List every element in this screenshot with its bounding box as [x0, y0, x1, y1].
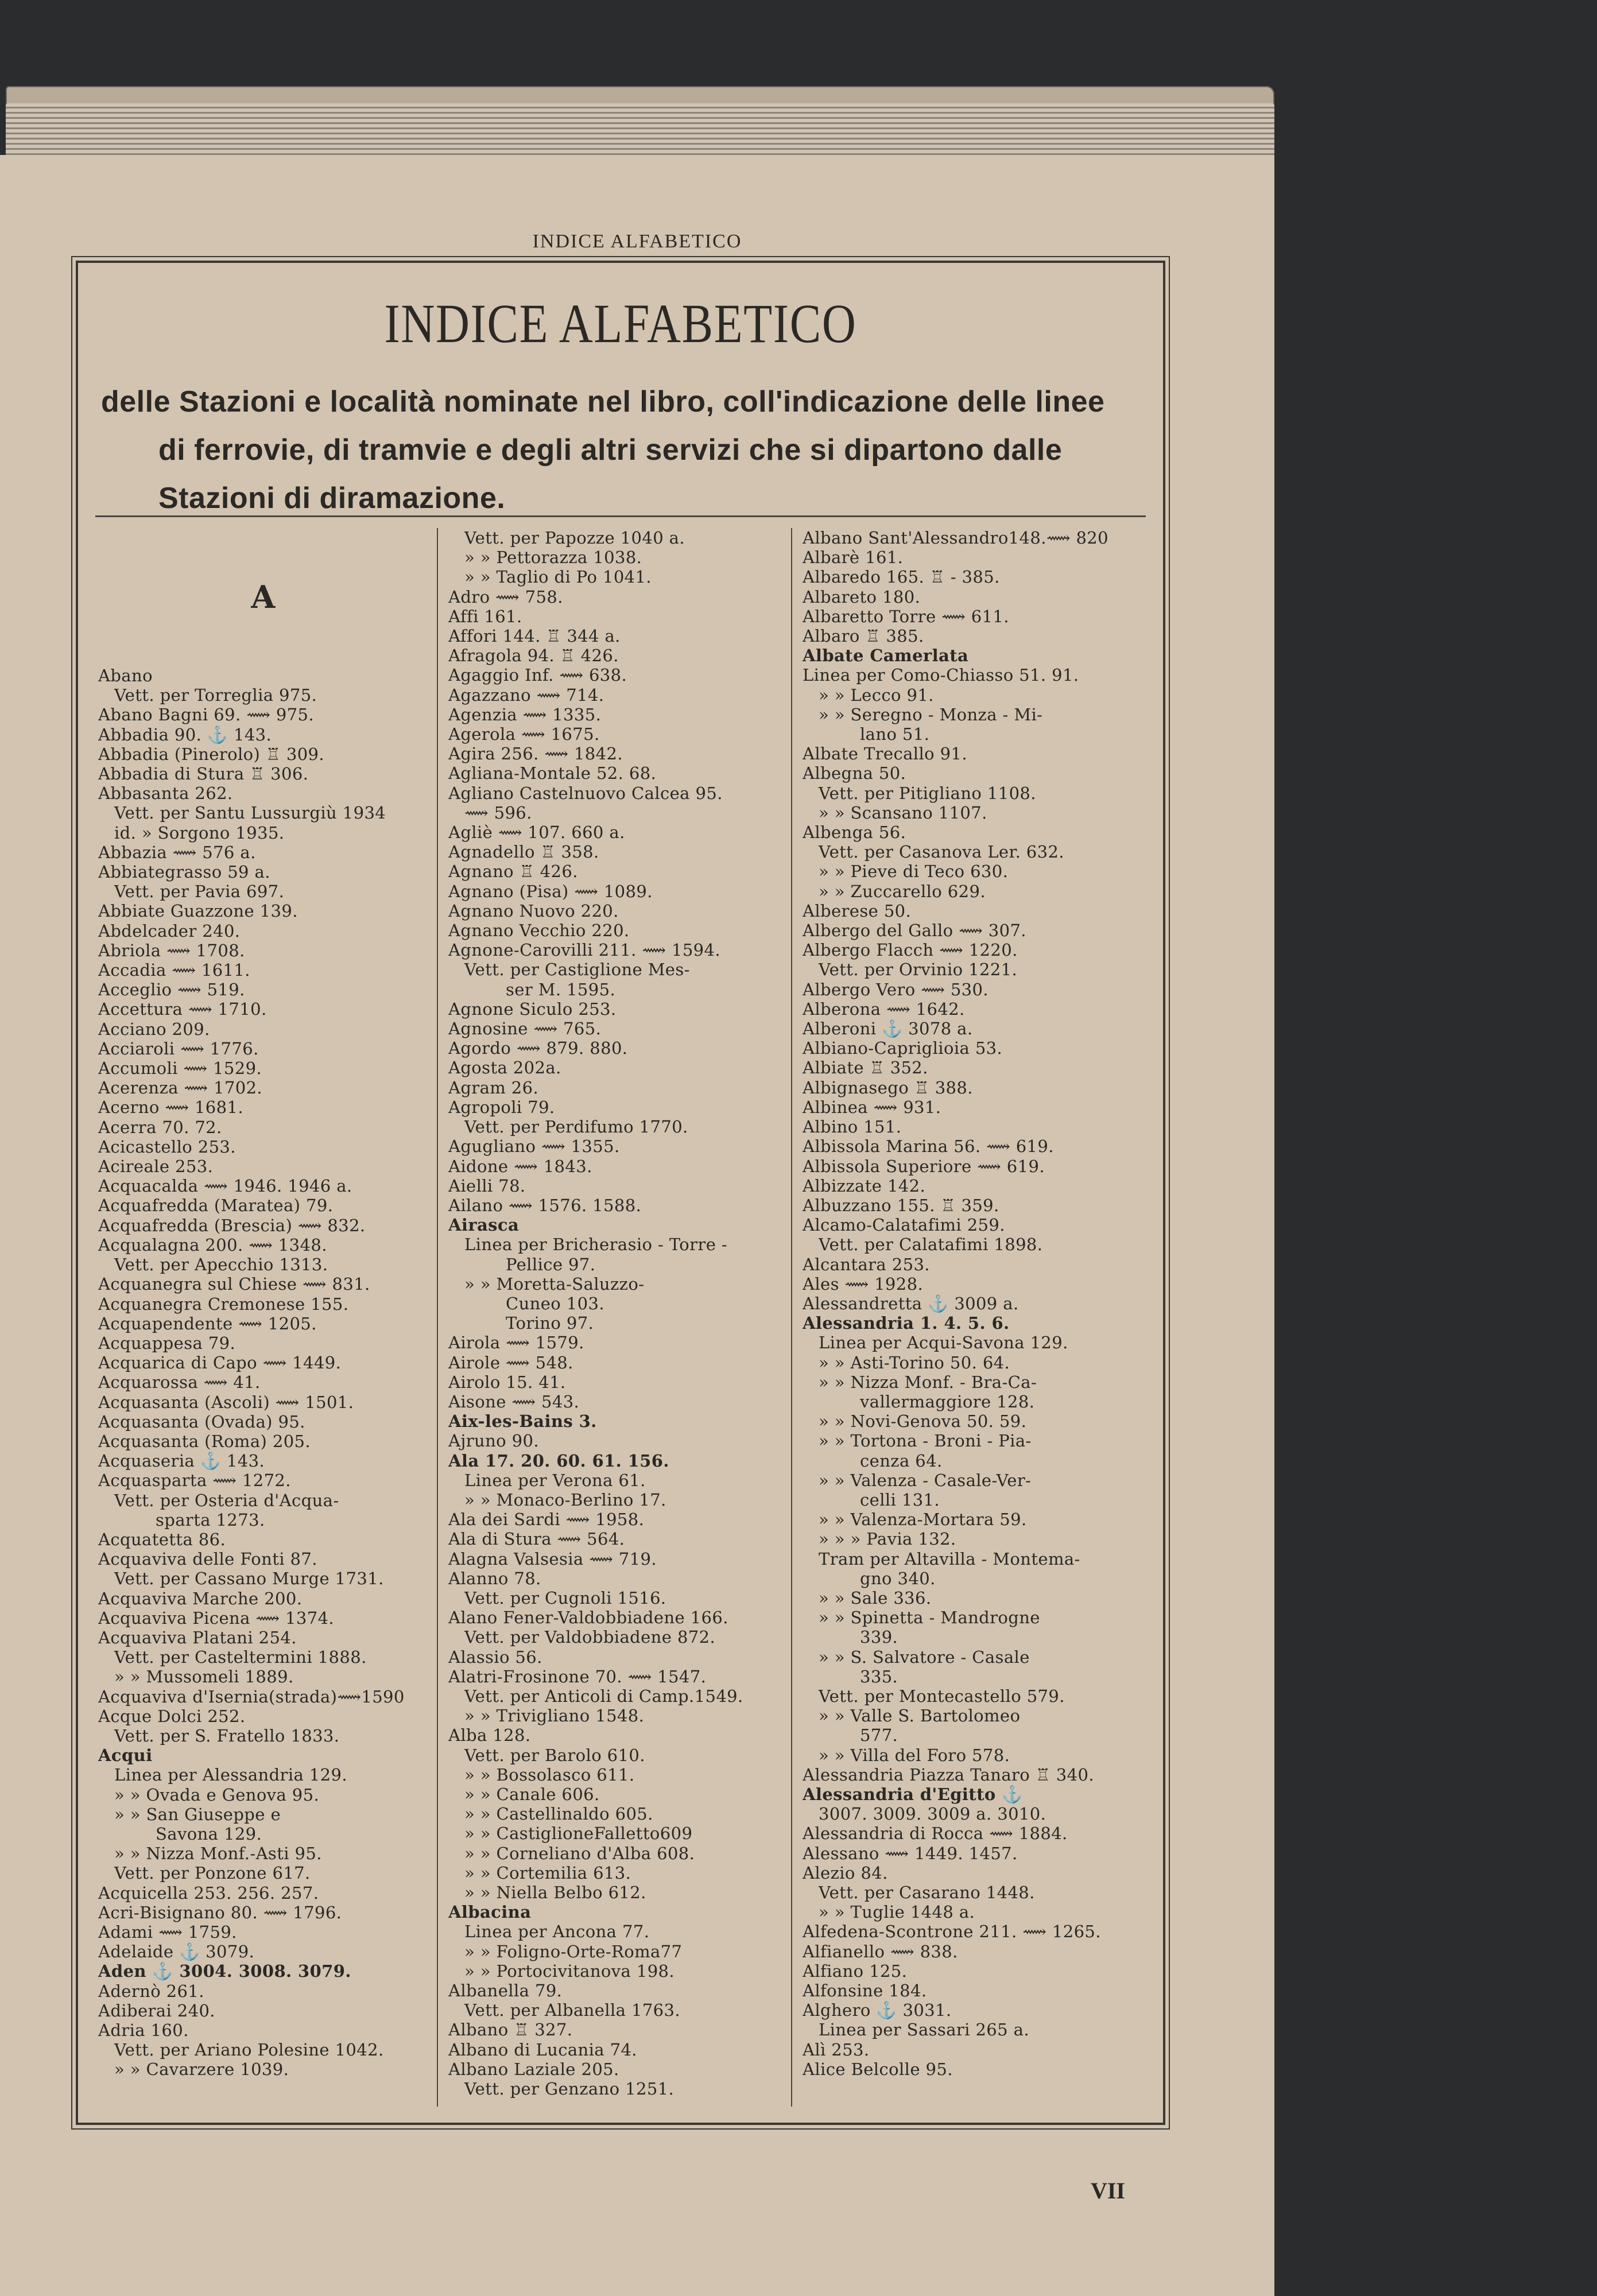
index-entry: Acquaseria ⚓ 143. — [98, 1451, 265, 1471]
index-entry: Affi 161. — [448, 606, 522, 626]
index-entry: Abbadia di Stura ♖ 306. — [98, 764, 309, 784]
index-entry: Agazzano ⟿ 714. — [448, 685, 604, 705]
index-entry: » » Corneliano d'Alba 608. — [464, 1843, 695, 1863]
index-entry: » » Spinetta - Mandrogne — [819, 1608, 1040, 1628]
index-entry: Albergo Flacch ⟿ 1220. — [803, 940, 1018, 960]
index-entry: » » » Pavia 132. — [819, 1529, 956, 1549]
header-rule — [95, 515, 1146, 517]
index-entry: Alfedena-Scontrone 211. ⟿ 1265. — [803, 1922, 1101, 1942]
index-column-1 — [98, 528, 428, 2109]
index-entry: Vett. per Barolo 610. — [464, 1745, 645, 1765]
index-entry: Aielli 78. — [448, 1176, 526, 1196]
index-entry: » » Nizza Monf.-Asti 95. — [114, 1844, 322, 1864]
index-entry: Vett. per Casteltermini 1888. — [114, 1647, 367, 1667]
index-entry: Acciano 209. — [98, 1019, 210, 1039]
column-1-entries — [98, 666, 428, 2080]
index-entry: » » Moretta-Saluzzo- — [464, 1274, 645, 1294]
index-entry: Albacina — [448, 1902, 532, 1922]
index-entry: Alberona ⟿ 1642. — [803, 999, 965, 1019]
index-entry: » » CastiglioneFalletto609 — [464, 1824, 693, 1844]
index-column-2 — [448, 528, 778, 2109]
index-entry: Abbazia ⟿ 576 a. — [98, 842, 256, 862]
index-entry: Adami ⟿ 1759. — [98, 1922, 237, 1942]
index-entry: Ajruno 90. — [448, 1431, 539, 1451]
index-entry: Acquafredda (Brescia) ⟿ 832. — [98, 1215, 366, 1235]
index-entry: Acquacalda ⟿ 1946. 1946 a. — [98, 1176, 352, 1196]
index-entry: Acquatetta 86. — [98, 1529, 226, 1549]
index-entry: Acerno ⟿ 1681. — [98, 1097, 243, 1118]
index-entry: Airole ⟿ 548. — [448, 1352, 573, 1372]
index-entry: Acquarica di Capo ⟿ 1449. — [98, 1353, 342, 1373]
index-entry: Alessano ⟿ 1449. 1457. — [803, 1843, 1018, 1863]
index-entry: Albegna 50. — [803, 763, 906, 784]
index-entry: Alberoni ⚓ 3078 a. — [803, 1019, 973, 1039]
index-entry: Adiberai 240. — [98, 2000, 215, 2020]
index-entry: id. » Sorgono 1935. — [114, 823, 285, 843]
index-entry: Aden ⚓ 3004. 3008. 3079. — [98, 1961, 351, 1981]
index-entry: Alano Fener-Valdobbiadene 166. — [448, 1608, 728, 1628]
index-entry: Abbadia 90. ⚓ 143. — [98, 724, 272, 744]
index-entry: Abbiategrasso 59 a. — [98, 862, 270, 882]
index-entry: Torino 97. — [506, 1313, 594, 1333]
index-entry: Acqualagna 200. ⟿ 1348. — [98, 1235, 327, 1255]
index-entry: Accettura ⟿ 1710. — [98, 999, 267, 1019]
page-title: INDICE ALFABETICO — [384, 293, 857, 354]
index-entry: Affori 144. ♖ 344 a. — [448, 626, 621, 646]
index-entry: Vett. per Perdifumo 1770. — [464, 1117, 688, 1137]
index-entry: 577. — [860, 1725, 898, 1746]
column-divider — [791, 528, 792, 2107]
index-entry: Albaredo 165. ♖ - 385. — [803, 567, 1000, 587]
index-entry: Linea per Como-Chiasso 51. 91. — [803, 665, 1079, 685]
index-entry: Acquasanta (Ascoli) ⟿ 1501. — [98, 1392, 354, 1412]
index-entry: » » Lecco 91. — [819, 685, 934, 705]
index-entry: » » Monaco-Berlino 17. — [464, 1490, 666, 1510]
index-entry: Agnone-Carovilli 211. ⟿ 1594. — [448, 940, 720, 960]
index-entry: Vett. per Albanella 1763. — [464, 2000, 680, 2020]
index-entry: Accadia ⟿ 1611. — [98, 960, 250, 980]
index-entry: Alcamo-Calatafimi 259. — [803, 1215, 1005, 1235]
index-entry: Vett. per Pitigliano 1108. — [819, 783, 1036, 803]
index-entry: Alcantara 253. — [803, 1254, 930, 1274]
index-entry: Agnano (Pisa) ⟿ 1089. — [448, 881, 653, 901]
index-frame — [76, 261, 1165, 2125]
index-entry: celli 131. — [860, 1490, 940, 1510]
index-entry: » » Castellinaldo 605. — [464, 1804, 653, 1824]
index-entry: 335. — [860, 1666, 898, 1686]
index-entry: Albano Laziale 205. — [448, 2059, 619, 2079]
index-entry: » » Niella Belbo 612. — [464, 1883, 646, 1903]
index-entry: Acicastello 253. — [98, 1137, 236, 1157]
index-entry: » » Trivigliano 1548. — [464, 1706, 645, 1726]
index-entry: Acquaviva delle Fonti 87. — [98, 1549, 317, 1569]
index-entry: Albissola Superiore ⟿ 619. — [803, 1156, 1045, 1176]
index-entry: Acerenza ⟿ 1702. — [98, 1078, 263, 1098]
index-entry: » » Sale 336. — [819, 1588, 932, 1608]
index-entry: Alessandria di Rocca ⟿ 1884. — [803, 1824, 1068, 1844]
index-entry: 339. — [860, 1627, 898, 1647]
index-entry: Abbiate Guazzone 139. — [98, 901, 298, 921]
index-entry: Alessandria Piazza Tanaro ♖ 340. — [803, 1764, 1094, 1785]
index-entry: Aix-les-Bains 3. — [448, 1411, 597, 1432]
index-entry: Afragola 94. ♖ 426. — [448, 646, 619, 666]
index-entry: Vett. per Cassano Murge 1731. — [114, 1569, 384, 1589]
index-entry: » » Cavarzere 1039. — [114, 2060, 289, 2080]
index-entry: ⟿ 596. — [464, 802, 532, 823]
index-entry: Savona 129. — [156, 1824, 262, 1844]
index-entry: Abano Bagni 69. ⟿ 975. — [98, 705, 314, 725]
index-entry: Acque Dolci 252. — [98, 1706, 246, 1726]
index-entry: Acireale 253. — [98, 1157, 214, 1177]
index-entry: Ala dei Sardi ⟿ 1958. — [448, 1510, 645, 1530]
index-entry: Vett. per Valdobbiadene 872. — [464, 1627, 716, 1647]
index-entry: » » Foligno-Orte-Roma77 — [464, 1941, 683, 1961]
index-entry: Alatri-Frosinone 70. ⟿ 1547. — [448, 1666, 707, 1686]
index-entry: Acceglio ⟿ 519. — [98, 980, 245, 1000]
index-entry: Ales ⟿ 1928. — [803, 1274, 924, 1294]
index-entry: Acquanegra Cremonese 155. — [98, 1294, 349, 1314]
index-entry: Acquaviva Marche 200. — [98, 1588, 303, 1608]
index-entry: » » Villa del Foro 578. — [819, 1745, 1010, 1765]
index-entry: Alanno 78. — [448, 1568, 541, 1588]
index-entry: Abriola ⟿ 1708. — [98, 940, 245, 960]
index-entry: Acquappesa 79. — [98, 1333, 236, 1353]
index-entry: Alì 253. — [803, 2039, 870, 2060]
index-entry: » » Valenza-Mortara 59. — [819, 1510, 1027, 1530]
index-entry: » » Mussomeli 1889. — [114, 1667, 294, 1687]
index-entry: Alghero ⚓ 3031. — [803, 2000, 952, 2020]
index-entry: Airola ⟿ 1579. — [448, 1333, 584, 1353]
index-entry: ser M. 1595. — [506, 979, 616, 999]
column-divider — [437, 528, 438, 2107]
index-entry: Acquanegra sul Chiese ⟿ 831. — [98, 1274, 370, 1294]
index-entry: Vett. per Apecchio 1313. — [114, 1255, 328, 1275]
index-entry: Linea per Sassari 265 a. — [819, 2020, 1029, 2040]
book-page — [0, 155, 1274, 2296]
index-entry: Albiate ♖ 352. — [803, 1058, 928, 1078]
index-entry: » » Pieve di Teco 630. — [819, 862, 1009, 882]
column-2-entries — [448, 528, 778, 2099]
index-entry: Acquapendente ⟿ 1205. — [98, 1313, 317, 1333]
index-entry: Albenga 56. — [803, 823, 906, 843]
index-entry: Albano ♖ 327. — [448, 2020, 573, 2040]
index-entry: Abdelcader 240. — [98, 921, 241, 941]
index-entry: » » Scansano 1107. — [819, 802, 987, 823]
index-entry: » » Tuglie 1448 a. — [819, 1902, 975, 1922]
page-number: VII — [1090, 2178, 1125, 2204]
index-entry: Acerra 70. 72. — [98, 1117, 222, 1137]
index-entry: Agaggio Inf. ⟿ 638. — [448, 665, 627, 685]
index-entry: Abbasanta 262. — [98, 784, 233, 804]
subtitle-line: delle Stazioni e località nominate nel libro, coll'indicazione delle linee — [101, 385, 1105, 418]
index-entry: Vett. per Ariano Polesine 1042. — [114, 2040, 384, 2060]
index-column-3 — [803, 528, 1133, 2109]
index-entry: Alfonsine 184. — [803, 1981, 927, 2001]
index-entry: Vett. per Casarano 1448. — [819, 1883, 1035, 1903]
index-entry: Aisone ⟿ 543. — [448, 1391, 580, 1411]
index-entry: Acquasparta ⟿ 1272. — [98, 1471, 291, 1491]
index-entry: Agnosine ⟿ 765. — [448, 1019, 602, 1039]
index-entry: Vett. per Torreglia 975. — [114, 685, 317, 705]
index-entry: Acquarossa ⟿ 41. — [98, 1372, 261, 1393]
index-entry: Vett. per Calatafimi 1898. — [819, 1235, 1043, 1255]
index-entry: Agira 256. ⟿ 1842. — [448, 744, 623, 764]
index-entry: Agnano Nuovo 220. — [448, 901, 619, 921]
index-entry: » » Pettorazza 1038. — [464, 548, 642, 568]
index-entry: » » Canale 606. — [464, 1785, 600, 1804]
index-entry: Cuneo 103. — [506, 1293, 604, 1313]
page-subtitle — [101, 378, 1146, 522]
index-entry: lano 51. — [860, 724, 930, 744]
index-entry: Vett. per Montecastello 579. — [819, 1686, 1065, 1706]
index-entry: Albiano-Capriglioia 53. — [803, 1038, 1003, 1058]
index-entry: Acqui — [98, 1746, 153, 1766]
index-entry: Albizzate 142. — [803, 1176, 926, 1196]
index-entry: Alessandretta ⚓ 3009 a. — [803, 1293, 1019, 1313]
index-entry: Acquasanta (Ovada) 95. — [98, 1411, 305, 1432]
index-entry: Alagna Valsesia ⟿ 719. — [448, 1549, 657, 1569]
index-entry: » » Zuccarello 629. — [819, 881, 986, 901]
index-entry: Abano — [98, 666, 153, 685]
index-entry: Agropoli 79. — [448, 1097, 555, 1117]
index-entry: 3007. 3009. 3009 a. 3010. — [819, 1804, 1046, 1824]
index-entry: Ailano ⟿ 1576. 1588. — [448, 1195, 642, 1215]
index-entry: » » Seregno - Monza - Mi- — [819, 704, 1043, 724]
index-entry: Alba 128. — [448, 1725, 531, 1746]
index-entry: Vett. per Santu Lussurgiù 1934 — [114, 803, 386, 823]
index-entry: Alfianello ⟿ 838. — [803, 1941, 958, 1961]
index-entry: Albaretto Torre ⟿ 611. — [803, 606, 1009, 626]
index-entry: Albergo Vero ⟿ 530. — [803, 979, 989, 999]
index-entry: Acquaviva Picena ⟿ 1374. — [98, 1608, 335, 1628]
index-entry: Albareto 180. — [803, 587, 921, 607]
index-entry: Linea per Bricherasio - Torre - — [464, 1235, 728, 1255]
index-entry: Albate Trecallo 91. — [803, 744, 967, 764]
index-entry: » » San Giuseppe e — [114, 1804, 281, 1824]
index-entry: Alessandria 1. 4. 5. 6. — [803, 1313, 1010, 1333]
index-entry: Albergo del Gallo ⟿ 307. — [803, 921, 1026, 941]
index-entry: » » Nizza Monf. - Bra-Ca- — [819, 1372, 1037, 1392]
index-entry: Vett. per Papozze 1040 a. — [464, 528, 685, 548]
index-entry: Vett. per Orvinio 1221. — [819, 960, 1018, 980]
index-entry: Alezio 84. — [803, 1863, 888, 1883]
index-entry: Agnano ♖ 426. — [448, 862, 578, 882]
index-entry: Vett. per Casanova Ler. 632. — [819, 842, 1064, 862]
index-entry: » » Portocivitanova 198. — [464, 1961, 675, 1981]
index-entry: Ala 17. 20. 60. 61. 156. — [448, 1450, 669, 1471]
index-entry: Linea per Ancona 77. — [464, 1922, 650, 1942]
index-entry: Albissola Marina 56. ⟿ 619. — [803, 1137, 1054, 1157]
index-entry: » » Ovada e Genova 95. — [114, 1785, 320, 1805]
index-entry: Agnone Siculo 253. — [448, 999, 617, 1019]
subtitle-line: Stazioni di diramazione. — [158, 482, 506, 515]
index-entry: » » Cortemilia 613. — [464, 1863, 631, 1883]
index-entry: Acquafredda (Maratea) 79. — [98, 1196, 334, 1216]
index-entry: cenza 64. — [860, 1450, 943, 1471]
index-entry: Agosta 202a. — [448, 1058, 561, 1078]
index-entry: » » Tortona - Broni - Pia- — [819, 1431, 1032, 1451]
index-entry: Pellice 97. — [506, 1254, 596, 1274]
index-entry: » » Bossolasco 611. — [464, 1764, 635, 1785]
index-entry: Alassio 56. — [448, 1647, 542, 1667]
index-entry: Alessandria d'Egitto ⚓ — [803, 1785, 1023, 1804]
index-entry: Agnadello ♖ 358. — [448, 842, 599, 862]
index-entry: » » Asti-Torino 50. 64. — [819, 1352, 1010, 1372]
index-entry: Linea per Verona 61. — [464, 1470, 646, 1490]
running-head: INDICE ALFABETICO — [532, 231, 742, 252]
index-entry: Acri-Bisignano 80. ⟿ 1796. — [98, 1902, 342, 1922]
index-entry: Alberese 50. — [803, 901, 912, 921]
index-entry: » » Taglio di Po 1041. — [464, 567, 652, 587]
index-entry: Agnano Vecchio 220. — [448, 921, 630, 941]
index-entry: Alice Belcolle 95. — [803, 2059, 953, 2079]
index-entry: Albanella 79. — [448, 1981, 563, 2001]
index-entry: Aidone ⟿ 1843. — [448, 1156, 592, 1176]
index-entry: Vett. per Pavia 697. — [114, 882, 285, 902]
index-entry: gno 340. — [860, 1568, 936, 1588]
index-entry: » » Valle S. Bartolomeo — [819, 1706, 1021, 1726]
index-entry: » » Valenza - Casale-Ver- — [819, 1470, 1032, 1490]
index-entry: Albarè 161. — [803, 548, 904, 568]
index-entry: Vett. per Ponzone 617. — [114, 1863, 311, 1883]
index-entry: Adernò 261. — [98, 1981, 204, 2001]
index-entry: Albano Sant'Alessandro148.⟿ 820 — [803, 528, 1108, 548]
index-entry: Acciaroli ⟿ 1776. — [98, 1038, 259, 1058]
index-entry: Adelaide ⚓ 3079. — [98, 1942, 255, 1962]
index-entry: Adria 160. — [98, 2020, 189, 2041]
index-entry: Albino 151. — [803, 1117, 902, 1137]
index-entry: Airasca — [448, 1215, 520, 1235]
index-entry: Linea per Alessandria 129. — [114, 1765, 347, 1785]
index-entry: Linea per Acqui-Savona 129. — [819, 1333, 1068, 1353]
index-entry: Vett. per Osteria d'Acqua- — [114, 1490, 339, 1510]
subtitle-line: di ferrovie, di tramvie e degli altri servizi che si dipartono dalle — [158, 433, 1063, 467]
index-entry: Albinea ⟿ 931. — [803, 1097, 941, 1117]
index-entry: Agliana-Montale 52. 68. — [448, 763, 657, 784]
index-entry: Vett. per Cugnoli 1516. — [464, 1588, 666, 1608]
index-entry: Agliè ⟿ 107. 660 a. — [448, 823, 625, 843]
section-letter: A — [251, 579, 276, 615]
index-entry: Abbadia (Pinerolo) ♖ 309. — [98, 744, 325, 764]
index-entry: » » S. Salvatore - Casale — [819, 1647, 1030, 1667]
index-entry: Albuzzano 155. ♖ 359. — [803, 1195, 999, 1215]
index-entry: Albaro ♖ 385. — [803, 626, 924, 646]
index-entry: Accumoli ⟿ 1529. — [98, 1058, 262, 1079]
index-entry: sparta 1273. — [156, 1510, 265, 1530]
index-entry: Acquaviva d'Isernia(strada)⟿1590 — [98, 1686, 405, 1707]
index-entry: vallermaggiore 128. — [860, 1391, 1035, 1411]
index-entry: Acquicella 253. 256. 257. — [98, 1883, 319, 1903]
index-entry: Ala di Stura ⟿ 564. — [448, 1529, 625, 1549]
index-entry: Adro ⟿ 758. — [448, 587, 563, 607]
index-entry: Albate Camerlata — [803, 646, 969, 666]
column-3-entries — [803, 528, 1133, 2079]
index-entry: Agordo ⟿ 879. 880. — [448, 1038, 628, 1058]
index-entry: Vett. per S. Fratello 1833. — [114, 1725, 340, 1746]
index-entry: Agerola ⟿ 1675. — [448, 724, 600, 744]
index-entry: Albignasego ♖ 388. — [803, 1077, 973, 1097]
index-entry: Tram per Altavilla - Montema- — [819, 1549, 1080, 1569]
index-entry: Agram 26. — [448, 1077, 539, 1097]
index-entry: Agenzia ⟿ 1335. — [448, 704, 602, 724]
index-entry: Alfiano 125. — [803, 1961, 908, 1981]
index-entry: Vett. per Genzano 1251. — [464, 2079, 675, 2099]
index-entry: » » Novi-Genova 50. 59. — [819, 1411, 1027, 1432]
index-entry: Agugliano ⟿ 1355. — [448, 1137, 620, 1157]
index-entry: Vett. per Anticoli di Camp.1549. — [464, 1686, 743, 1706]
index-entry: Agliano Castelnuovo Calcea 95. — [448, 783, 723, 803]
index-entry: Acquaviva Platani 254. — [98, 1627, 297, 1647]
index-entry: Acquasanta (Roma) 205. — [98, 1431, 311, 1451]
index-entry: Albano di Lucania 74. — [448, 2039, 637, 2060]
index-entry: Vett. per Castiglione Mes- — [464, 960, 690, 980]
index-entry: Airolo 15. 41. — [448, 1372, 566, 1392]
